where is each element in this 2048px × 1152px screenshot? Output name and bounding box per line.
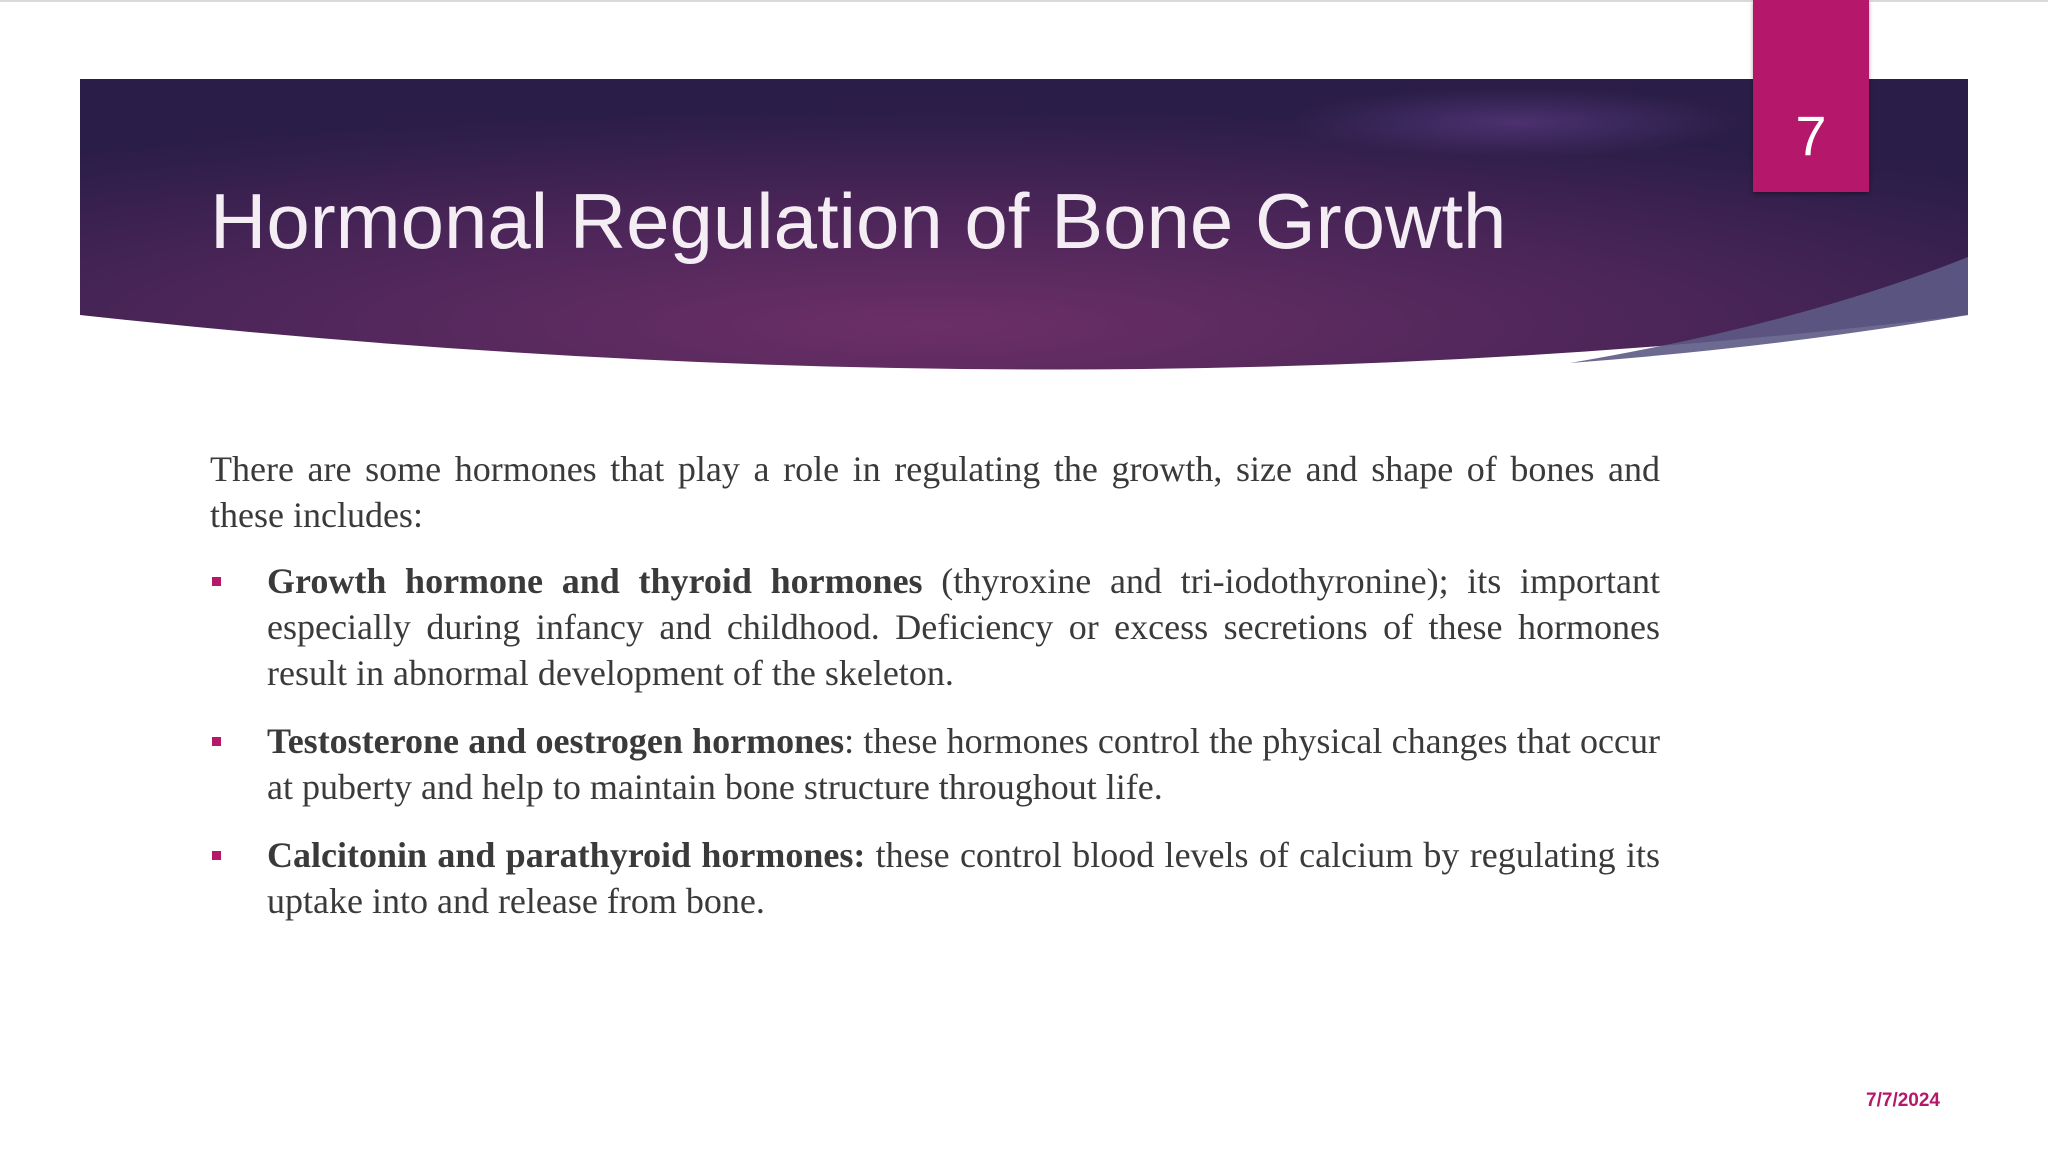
bullet-text: : these hormones control the physical changes that occur at puberty and help to maintain bone structure throughout life. xyxy=(267,721,1660,807)
square-bullet-icon xyxy=(212,577,221,586)
slide-content xyxy=(210,446,1660,946)
list-item xyxy=(210,718,1660,810)
slide-title: Hormonal Regulation of Bone Growth xyxy=(210,177,1507,265)
square-bullet-icon xyxy=(212,851,221,860)
square-bullet-icon xyxy=(212,737,221,746)
bullet-text: (thyroxine and tri-iodothyronine); its important especially during infancy and childhood. Deficiency or excess secretions of these hormones result in abnormal development of the skeleton. xyxy=(267,561,1660,693)
list-item xyxy=(210,558,1660,696)
top-divider xyxy=(0,0,2048,2)
slide-number-badge xyxy=(1753,0,1869,192)
bullet-text: these control blood levels of calcium by regulating its uptake into and release from bone. xyxy=(267,835,1661,921)
bullet-term: Calcitonin and parathyroid hormones: xyxy=(267,835,866,875)
slide-number: 7 xyxy=(1795,104,1827,167)
bullet-term: Growth hormone and thyroid hormones xyxy=(267,561,923,601)
slide-date: 7/7/2024 xyxy=(1866,1090,1940,1111)
bullet-list xyxy=(210,558,1660,924)
list-item xyxy=(210,832,1660,924)
bullet-term: Testosterone and oestrogen hormones xyxy=(267,721,845,761)
intro-paragraph: There are some hormones that play a role in regulating the growth, size and shape of bones and these includes: xyxy=(210,449,1660,535)
